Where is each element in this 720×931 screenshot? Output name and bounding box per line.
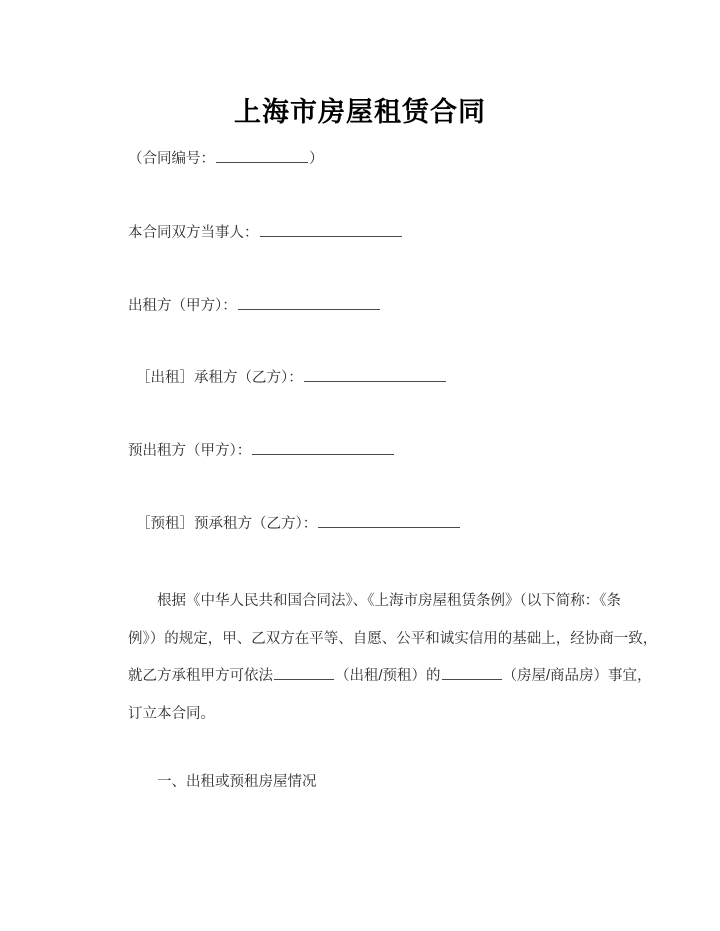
pre-lessee-line xyxy=(136,513,461,536)
lessee-blank[interactable] xyxy=(304,367,446,382)
lessee-line xyxy=(136,367,447,390)
contract-number-label: （合同编号： xyxy=(128,151,215,167)
preamble-line-1: 根据《中华人民共和国合同法》、《上海市房屋租赁条例》（以下简称：《条 xyxy=(157,593,621,609)
pre-lessor-blank[interactable] xyxy=(252,440,394,455)
preamble-line-3-part-a: 就乙方承租甲方可依法 xyxy=(128,668,273,684)
page-title: 上海市房屋租赁合同 xyxy=(234,97,486,128)
pre-lessee-blank[interactable] xyxy=(318,513,460,528)
lessee-label: ［出租］承租方（乙方）： xyxy=(136,370,303,386)
preamble-line-3 xyxy=(128,658,652,696)
contract-number-line xyxy=(128,148,324,171)
lessor-label: 出租方（甲方）： xyxy=(128,298,237,314)
contract-number-blank[interactable] xyxy=(216,148,308,163)
parties-line xyxy=(128,222,403,245)
pre-lessee-label: ［预租］预承租方（乙方）： xyxy=(136,516,318,532)
preamble-line-3-part-c: （房屋/商品房）事宜， xyxy=(502,668,652,684)
lessor-line xyxy=(128,295,381,318)
contract-number-close-paren: ） xyxy=(309,151,324,167)
parties-blank[interactable] xyxy=(260,222,402,237)
pre-lessor-label: 预出租方（甲方）： xyxy=(128,443,252,459)
section-heading-1: 一、出租或预租房屋情况 xyxy=(157,774,317,790)
lessor-blank[interactable] xyxy=(238,295,380,310)
preamble-line-2: 例》）的规定，甲、乙双方在平等、自愿、公平和诚实信用的基础上，经协商一致， xyxy=(128,630,658,647)
pre-lessor-line xyxy=(128,440,395,463)
preamble-line-4: 订立本合同。 xyxy=(128,705,215,722)
preamble-paragraph xyxy=(128,583,658,733)
preamble-line-3-part-b: （出租/预租）的 xyxy=(335,668,441,684)
parties-label: 本合同双方当事人： xyxy=(128,225,259,241)
property-type-blank[interactable] xyxy=(442,665,502,680)
lease-type-blank[interactable] xyxy=(274,665,334,680)
